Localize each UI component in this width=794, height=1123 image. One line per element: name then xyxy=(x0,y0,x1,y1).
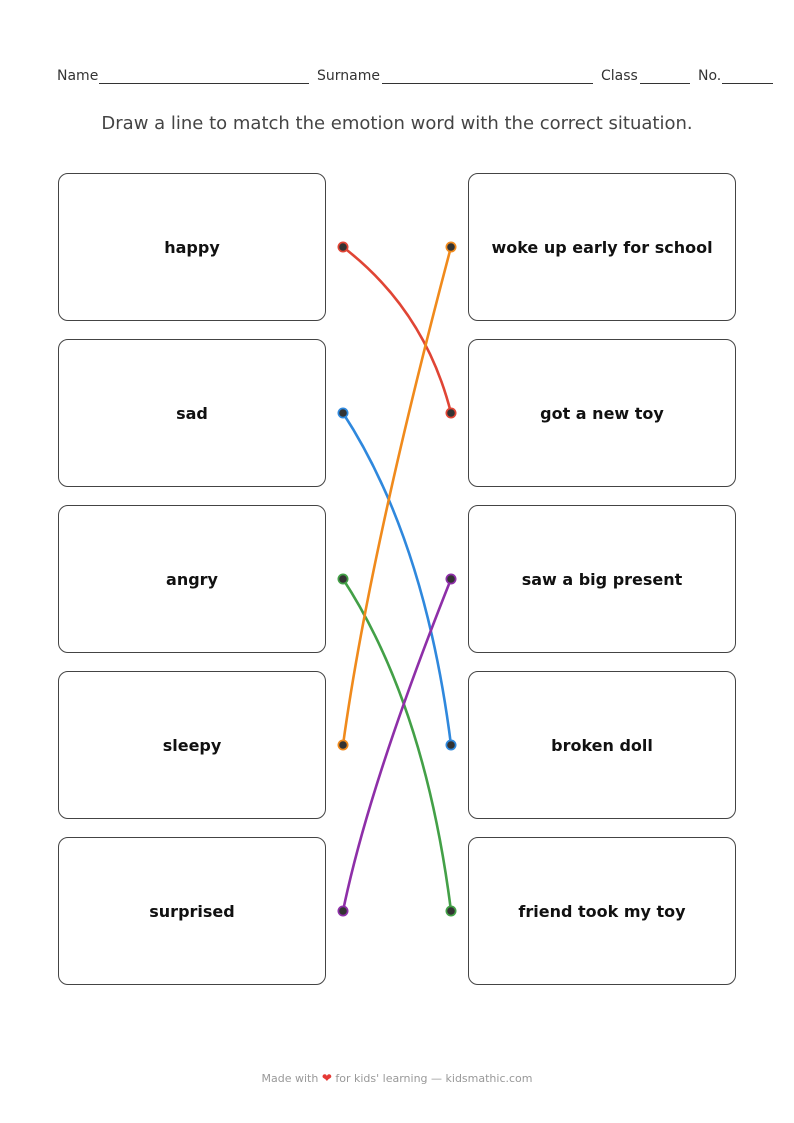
situation-connector-dot-5[interactable] xyxy=(446,906,457,917)
situation-connector-dot-1[interactable] xyxy=(446,242,457,253)
match-line-sad xyxy=(343,413,451,745)
footer-prefix: Made with xyxy=(261,1072,319,1085)
situation-connector-dot-2[interactable] xyxy=(446,408,457,419)
footer xyxy=(0,1071,794,1085)
heart-icon: ❤ xyxy=(321,1071,332,1085)
class-field[interactable] xyxy=(640,83,690,84)
instruction-text: Draw a line to match the emotion word with the correct situation. xyxy=(101,113,693,134)
match-line-happy xyxy=(343,247,451,413)
name-label: Name xyxy=(57,68,99,84)
situation-card-3[interactable]: saw a big present xyxy=(468,505,736,653)
footer-suffix: for kids' learning — kidsmathic.com xyxy=(335,1072,533,1085)
class-label: Class xyxy=(601,68,638,84)
emotion-card-4[interactable]: sleepy xyxy=(58,671,326,819)
situation-card-1[interactable]: woke up early for school xyxy=(468,173,736,321)
student-info-header xyxy=(57,68,773,88)
name-field[interactable] xyxy=(99,83,309,84)
number-label: No. xyxy=(698,68,722,84)
surname-field[interactable] xyxy=(382,83,593,84)
emotion-card-5[interactable]: surprised xyxy=(58,837,326,985)
situation-card-5[interactable]: friend took my toy xyxy=(468,837,736,985)
match-line-angry xyxy=(343,579,451,911)
situation-connector-dot-4[interactable] xyxy=(446,740,457,751)
match-line-surprised xyxy=(343,579,451,911)
situation-connector-dot-3[interactable] xyxy=(446,574,457,585)
emotion-card-1[interactable]: happy xyxy=(58,173,326,321)
number-field[interactable] xyxy=(722,83,773,84)
emotion-connector-dot-2[interactable] xyxy=(338,408,349,419)
emotion-connector-dot-1[interactable] xyxy=(338,242,349,253)
surname-label: Surname xyxy=(317,68,380,84)
emotion-card-3[interactable]: angry xyxy=(58,505,326,653)
match-line-sleepy xyxy=(343,247,451,745)
emotion-card-2[interactable]: sad xyxy=(58,339,326,487)
situation-card-2[interactable]: got a new toy xyxy=(468,339,736,487)
emotion-connector-dot-3[interactable] xyxy=(338,574,349,585)
emotion-connector-dot-4[interactable] xyxy=(338,740,349,751)
situation-card-4[interactable]: broken doll xyxy=(468,671,736,819)
emotion-connector-dot-5[interactable] xyxy=(338,906,349,917)
